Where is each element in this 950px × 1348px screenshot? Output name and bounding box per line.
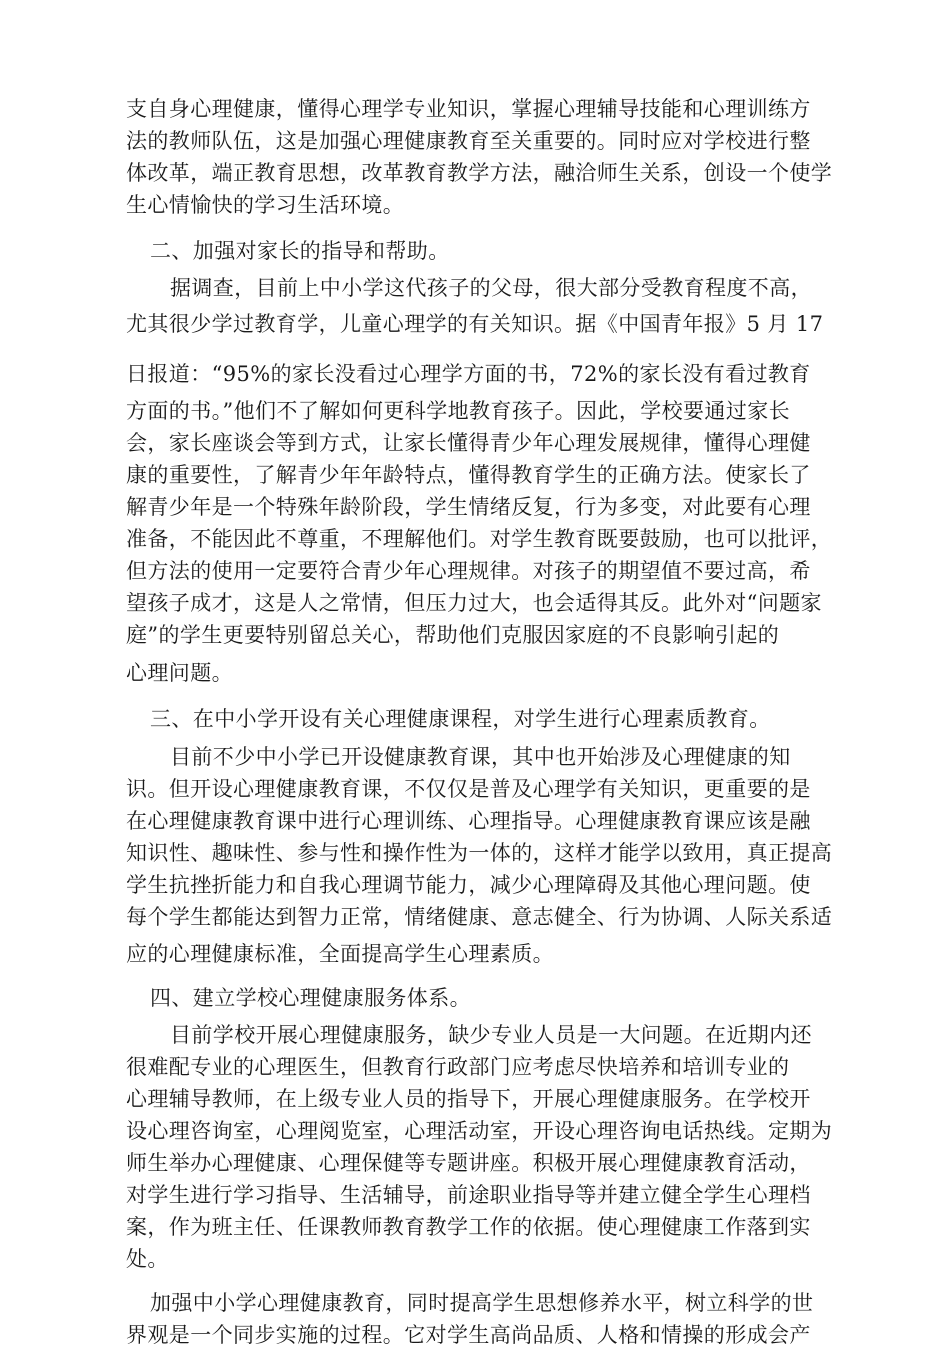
text-line: 在心理健康教育课中进行心理训练、心理指导。心理健康教育课应该是融 <box>126 809 811 833</box>
text-line: 准备，不能因此不尊重，不理解他们。对学生教育既要鼓励，也可以批评， <box>126 527 833 551</box>
text-line: 案，作为班主任、任课教师教育教学工作的依据。使心理健康工作落到实 <box>126 1215 811 1239</box>
text-line: 体改革，端正教育思想，改革教育教学方法，融洽师生关系，创设一个使学 <box>126 161 833 185</box>
text-line: 很难配专业的心理医生，但教育行政部门应考虑尽快培养和培训专业的 <box>126 1055 790 1079</box>
text-line: 支自身心理健康，懂得心理学专业知识，掌握心理辅导技能和心理训练方 <box>126 97 811 121</box>
text-line: 知识性、趣味性、参与性和操作性为一体的，这样才能学以致用，真正提高 <box>126 841 833 865</box>
text-line: 康的重要性，了解青少年年龄特点，懂得教育学生的正确方法。使家长了 <box>126 463 811 487</box>
text-line: 望孩子成才，这是人之常情，但压力过大，也会适得其反。此外对“问题家 <box>126 591 822 615</box>
text-line: 庭”的学生更要特别留总关心，帮助他们克服因家庭的不良影响引起的 <box>126 623 780 647</box>
text-line: 师生举办心理健康、心理保健等专题讲座。积极开展心理健康教育活动， <box>126 1151 811 1175</box>
text-line: 处。 <box>126 1247 169 1271</box>
text-line: 加强中小学心理健康教育，同时提高学生思想修养水平，树立科学的世 <box>150 1291 814 1315</box>
text-line: 心理问题。 <box>126 661 233 685</box>
text-line: 每个学生都能达到智力正常，情绪健康、意志健全、行为协调、人际关系适 <box>126 905 833 929</box>
text-line: 生心情愉快的学习生活环境。 <box>126 193 405 217</box>
section-heading: 四、建立学校心理健康服务体系。 <box>150 986 471 1010</box>
section-heading: 二、加强对家长的指导和帮助。 <box>150 239 450 263</box>
text-line: 识。但开设心理健康教育课，不仅仅是普及心理学有关知识，更重要的是 <box>126 777 811 801</box>
text-line: 对学生进行学习指导、生活辅导，前途职业指导等并建立健全学生心理档 <box>126 1183 811 1207</box>
text-line: 尤其很少学过教育学，儿童心理学的有关知识。据《中国青年报》5 月 17 <box>126 312 824 336</box>
text-line: 据调查，目前上中小学这代孩子的父母，很大部分受教育程度不高， <box>170 276 812 300</box>
text-line: 方面的书。”他们不了解如何更科学地教育孩子。因此，学校要通过家长 <box>126 399 791 423</box>
text-line: 设心理咨询室，心理阅览室，心理活动室，开设心理咨询电话热线。定期为 <box>126 1119 833 1143</box>
text-line: 解青少年是一个特殊年龄阶段，学生情绪反复，行为多变，对此要有心理 <box>126 495 811 519</box>
text-line: 日报道：“95%的家长没看过心理学方面的书，72%的家长没有看过教育 <box>126 362 811 386</box>
text-line: 目前不少中小学已开设健康教育课，其中也开始涉及心理健康的知 <box>170 745 791 769</box>
text-line: 学生抗挫折能力和自我心理调节能力，减少心理障碍及其他心理问题。使 <box>126 873 811 897</box>
text-line: 法的教师队伍，这是加强心理健康教育至关重要的。同时应对学校进行整 <box>126 129 811 153</box>
text-line: 应的心理健康标准，全面提高学生心理素质。 <box>126 942 554 966</box>
text-line: 会，家长座谈会等到方式，让家长懂得青少年心理发展规律，懂得心理健 <box>126 431 811 455</box>
text-line: 但方法的使用一定要符合青少年心理规律。对孩子的期望值不要过高，希 <box>126 559 811 583</box>
text-line: 心理辅导教师，在上级专业人员的指导下，开展心理健康服务。在学校开 <box>126 1087 811 1111</box>
text-line: 目前学校开展心理健康服务，缺少专业人员是一大问题。在近期内还 <box>170 1023 812 1047</box>
section-heading: 三、在中小学开设有关心理健康课程，对学生进行心理素质教育。 <box>150 707 771 731</box>
text-line: 界观是一个同步实施的过程。它对学生高尚品质、人格和情操的形成会产 <box>126 1323 811 1347</box>
